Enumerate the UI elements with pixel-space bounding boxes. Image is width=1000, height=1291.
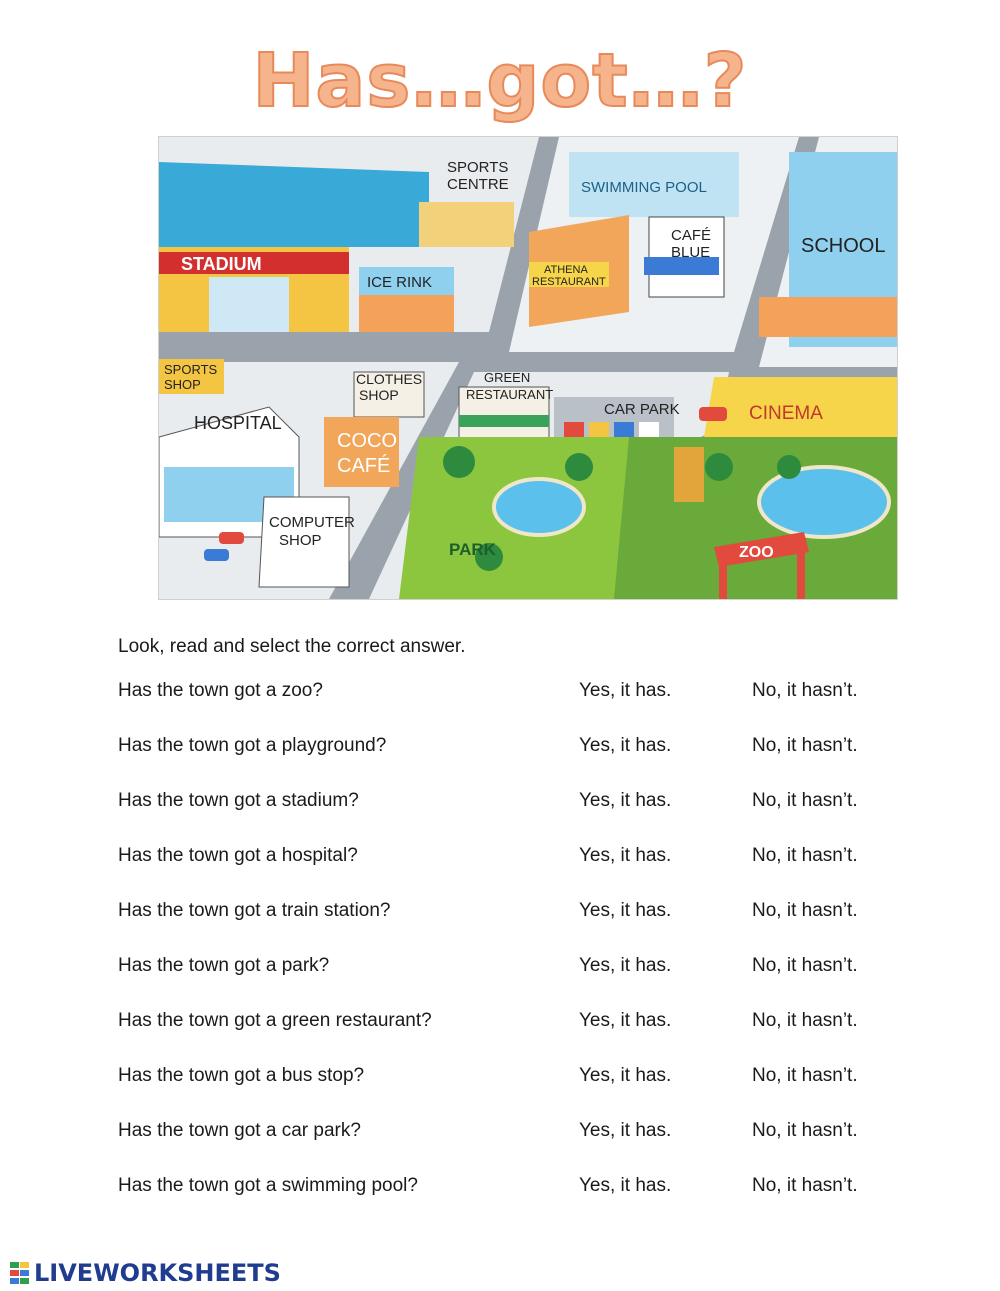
computer-shop-label-2: SHOP [279,532,322,549]
answer-yes-option[interactable]: Yes, it has. [579,955,672,976]
question-text: Has the town got a playground? [118,735,387,756]
answer-no-option[interactable]: No, it hasn’t. [752,1065,858,1086]
question-text: Has the town got a stadium? [118,790,359,811]
stadium-label: STADIUM [181,254,262,274]
athena-restaurant-label-2: RESTAURANT [532,276,606,288]
sports-shop-label-2: SHOP [164,377,201,392]
clothes-shop-label-1: CLOTHES [356,371,423,387]
question-row [118,790,918,816]
answer-yes-option[interactable]: Yes, it has. [579,900,672,921]
answer-no-option[interactable]: No, it hasn’t. [752,1175,858,1196]
question-text: Has the town got a zoo? [118,680,323,701]
answer-no-option[interactable]: No, it hasn’t. [752,1010,858,1031]
answer-yes-option[interactable]: Yes, it has. [579,845,672,866]
sports-shop-label-1: SPORTS [164,362,218,377]
cafe-blue-label-2: BLUE [671,244,711,261]
question-text: Has the town got a green restaurant? [118,1010,432,1031]
answer-yes-option[interactable]: Yes, it has. [579,1065,672,1086]
instructions-text: Look, read and select the correct answer. [118,636,466,657]
school-label: SCHOOL [801,235,886,257]
computer-shop-label-1: COMPUTER [269,514,355,531]
answer-yes-option[interactable]: Yes, it has. [579,1120,672,1141]
answer-yes-option[interactable]: Yes, it has. [579,735,672,756]
answer-no-option[interactable]: No, it hasn’t. [752,900,858,921]
swimming-pool-label: SWIMMING POOL [581,179,707,196]
question-text: Has the town got a swimming pool? [118,1175,418,1196]
answer-no-option[interactable]: No, it hasn’t. [752,1120,858,1141]
question-row [118,955,918,981]
question-row [118,680,918,706]
athena-restaurant-label-1: ATHENA [544,264,588,276]
answer-yes-option[interactable]: Yes, it has. [579,1010,672,1031]
liveworksheets-logo [10,1258,281,1288]
question-row [118,1065,918,1091]
green-restaurant-label-2: RESTAURANT [466,387,554,402]
answer-no-option[interactable]: No, it hasn’t. [752,845,858,866]
question-row [118,735,918,761]
answer-yes-option[interactable]: Yes, it has. [579,1175,672,1196]
answer-yes-option[interactable]: Yes, it has. [579,680,672,701]
clothes-shop-label-2: SHOP [359,387,399,403]
question-row [118,1175,918,1201]
sports-centre-label-2: CENTRE [447,176,509,193]
cinema-label: CINEMA [749,403,823,424]
town-map-illustration [158,136,898,600]
question-row [118,845,918,871]
question-text: Has the town got a park? [118,955,330,976]
cafe-blue-label-1: CAFÉ [671,227,712,244]
answer-no-option[interactable]: No, it hasn’t. [752,735,858,756]
ice-rink-label: ICE RINK [367,274,433,291]
worksheet-title: Has…got…? [252,38,748,124]
sports-centre-label-1: SPORTS [447,159,509,176]
question-row [118,1010,918,1036]
hospital-label: HOSPITAL [194,413,282,433]
liveworksheets-logo-icon [10,1262,30,1284]
green-restaurant-label-1: GREEN [484,370,531,385]
coco-cafe-label-2: CAFÉ [337,455,391,477]
answer-no-option[interactable]: No, it hasn’t. [752,790,858,811]
question-text: Has the town got a bus stop? [118,1065,365,1086]
question-text: Has the town got a hospital? [118,845,358,866]
question-row [118,900,918,926]
answer-no-option[interactable]: No, it hasn’t. [752,955,858,976]
coco-cafe-label-1: COCO [337,430,397,452]
question-text: Has the town got a train station? [118,900,391,921]
answer-no-option[interactable]: No, it hasn’t. [752,680,858,701]
answer-yes-option[interactable]: Yes, it has. [579,790,672,811]
logo-text: LIVEWORKSHEETS [34,1259,281,1287]
question-text: Has the town got a car park? [118,1120,361,1141]
question-row [118,1120,918,1146]
park-label: PARK [449,540,496,559]
zoo-label: ZOO [739,544,774,561]
car-park-label: CAR PARK [604,401,680,418]
